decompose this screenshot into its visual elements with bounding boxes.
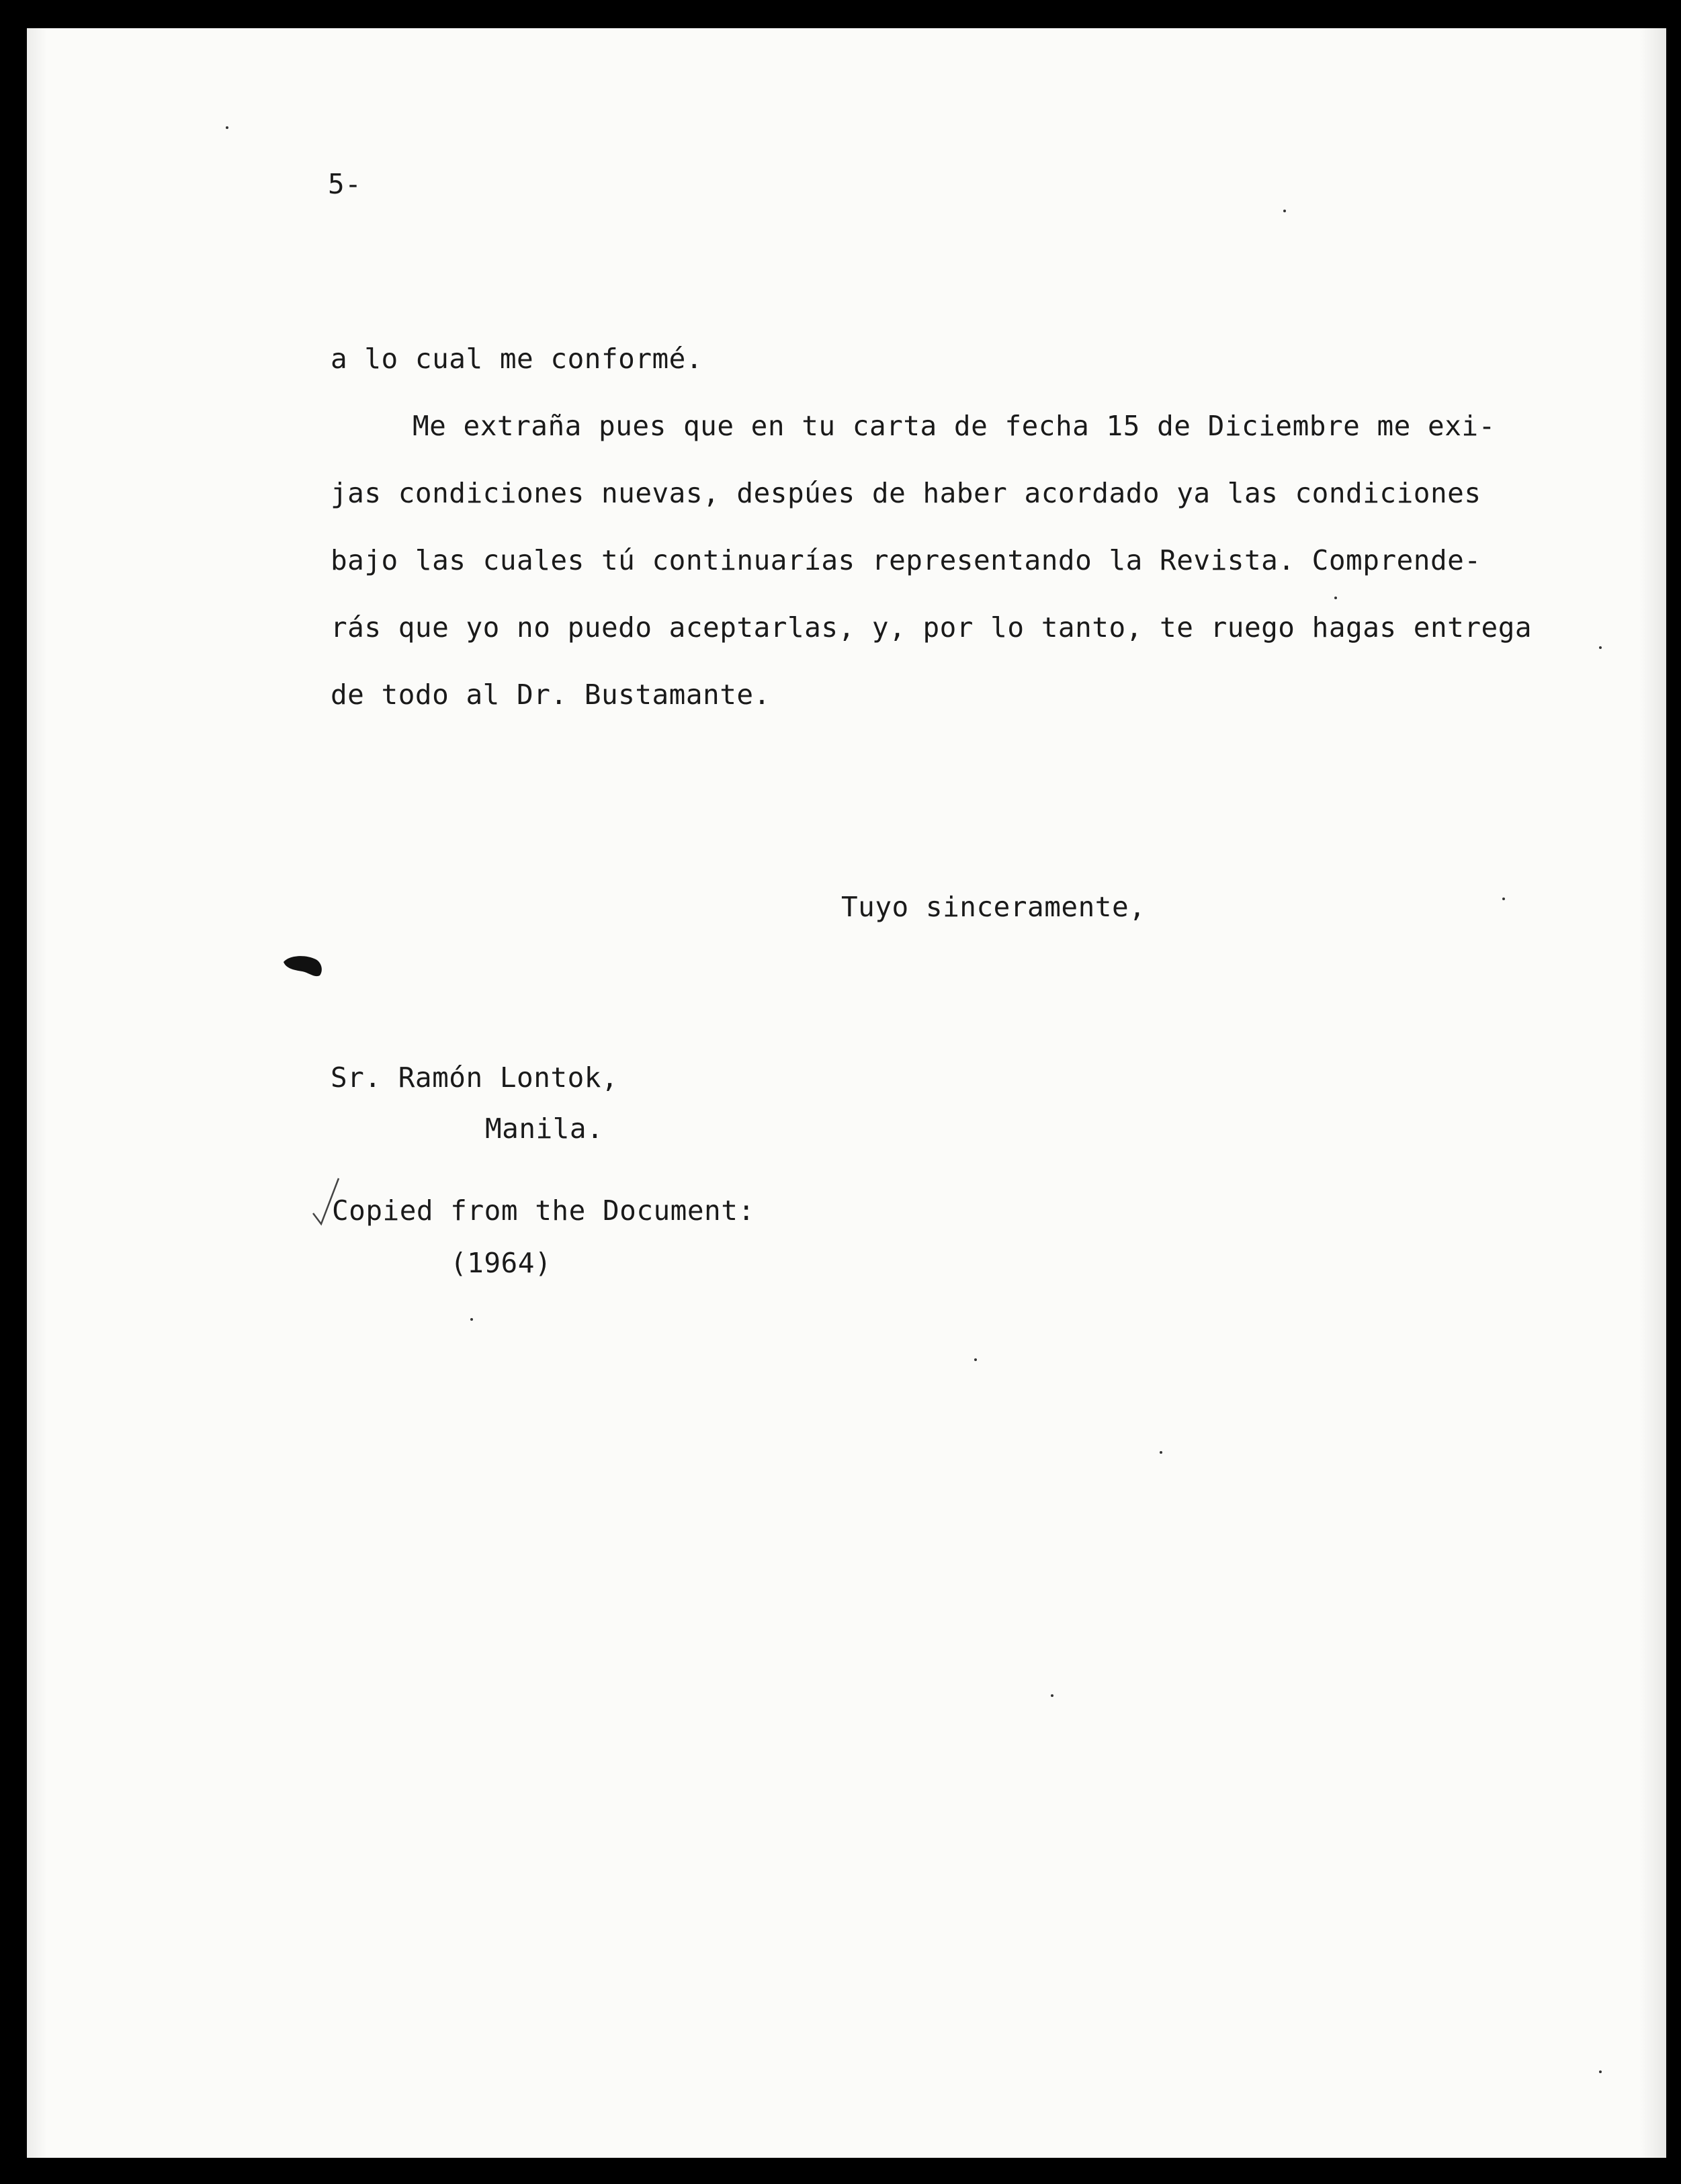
body-line-5: rás que yo no puedo aceptarlas, y, por lo tanto, te ruego hagas entrega <box>331 611 1533 644</box>
copied-note-year: (1964) <box>450 1247 552 1279</box>
scan-edge-right <box>1639 28 1666 2158</box>
body-line-3: jas condiciones nuevas, despúes de haber acordado ya las condiciones <box>331 477 1481 509</box>
body-line-6: de todo al Dr. Bustamante. <box>331 679 771 711</box>
scan-edge-left <box>27 28 47 2158</box>
addressee-city: Manila. <box>485 1112 604 1145</box>
copied-note-label: Copied from the Document: <box>332 1194 755 1227</box>
scan-speck <box>1283 210 1286 212</box>
scan-speck <box>1502 898 1505 900</box>
page-number: 5- <box>328 168 362 200</box>
body-line-1: a lo cual me conformé. <box>331 343 703 375</box>
closing-salutation: Tuyo sinceramente, <box>841 891 1146 923</box>
scan-speck <box>226 126 228 129</box>
ink-blot-mark <box>282 953 325 979</box>
scan-speck <box>974 1358 977 1361</box>
scan-speck <box>1051 1694 1053 1697</box>
body-line-4: bajo las cuales tú continuarías representando la Revista. Comprende- <box>331 544 1481 576</box>
body-line-2: Me extraña pues que en tu carta de fecha 15 de Diciembre me exi- <box>413 410 1496 442</box>
document-page <box>27 28 1666 2158</box>
scan-speck <box>1599 646 1602 649</box>
scan-speck <box>1160 1451 1162 1454</box>
scan-speck <box>470 1318 473 1321</box>
scan-speck <box>1334 597 1337 599</box>
scan-speck <box>1599 2070 1602 2073</box>
addressee-name: Sr. Ramón Lontok, <box>331 1061 619 1094</box>
